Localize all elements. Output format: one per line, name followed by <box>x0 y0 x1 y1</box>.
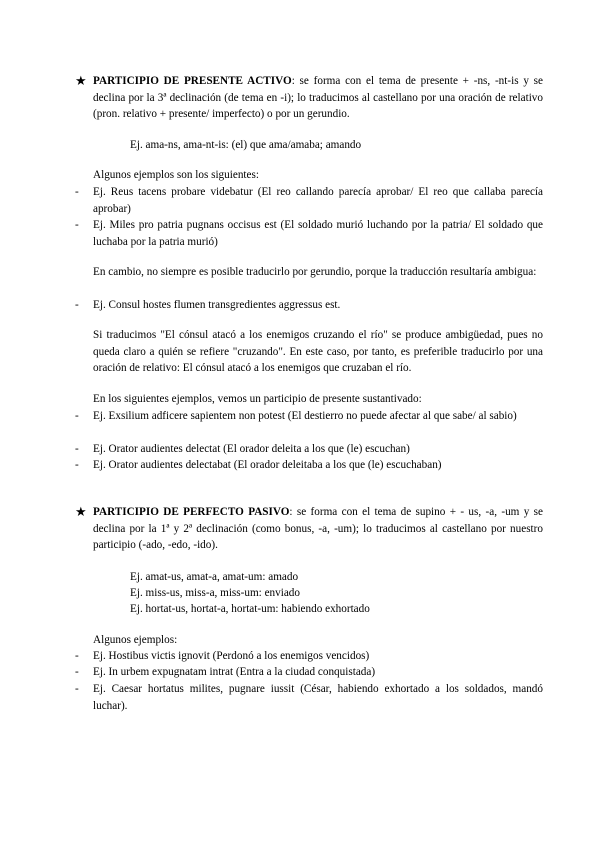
section1-example-item-2: Ej. Miles pro patria pugnans occisus est (El soldado murió luchando por la patria/ El soldado que luchaba por la patria murió) <box>93 219 543 248</box>
dash-bullet: - <box>75 666 79 678</box>
dash-bullet: - <box>75 459 79 471</box>
section1-some-examples-label: Algunos ejemplos son los siguientes: <box>93 169 259 181</box>
section1-substantive-label: En los siguientes ejemplos, vemos un participio de presente sustantivado: <box>93 393 422 405</box>
section2-example-1: Ej. amat-us, amat-a, amat-um: amado <box>130 571 299 583</box>
section2-example-item-1: Ej. Hostibus victis ignovit (Perdonó a los enemigos vencidos) <box>93 650 370 662</box>
section1-substantive-item-1: Ej. Exsilium adficere sapientem non potest (El destierro no puede afectar al que sabe/ al sabio) <box>93 410 517 422</box>
section2-example-item-3: Ej. Caesar hortatus milites, pugnare iussit (César, habiendo exhortado a los soldados, mandó luchar). <box>93 683 543 712</box>
section1-intro: : se forma con el tema de presente + -ns, -nt-is y se declina por la 3ª declinación (de tema en -i); lo traducimos al castellano por una oración de relativo (pron. relativo + presente/ imperfecto) o por un gerundio. <box>93 75 543 120</box>
section1-title: PARTICIPIO DE PRESENTE ACTIVO <box>93 75 292 87</box>
section1-explanation: Si traducimos "El cónsul atacó a los enemigos cruzando el río" se produce ambigüedad, pues no queda claro a quién se refiere "cruzando". En este caso, por tanto, es preferible traducirlo por una oración de relativo: El cónsul atacó a los enemigos que cruzaban el río. <box>93 329 543 374</box>
section2-title: PARTICIPIO DE PERFECTO PASIVO <box>93 506 290 518</box>
section1-substantive-item-3: Ej. Orator audientes delectabat (El orador deleitaba a los que (le) escuchaban) <box>93 459 442 471</box>
section1-example-item-1: Ej. Reus tacens probare videbatur (El reo callando parecía aprobar/ El reo que callaba parecía aprobar) <box>93 186 543 215</box>
dash-bullet: - <box>75 683 79 695</box>
section2-paragraph <box>93 504 543 554</box>
section2-some-examples-label: Algunos ejemplos: <box>93 634 178 646</box>
section1-ambiguity-text: En cambio, no siempre es posible traducirlo por gerundio, porque la traducción resultaría ambigua: <box>93 266 537 278</box>
dash-bullet: - <box>75 186 79 198</box>
dash-bullet: - <box>75 443 79 455</box>
star-bullet-icon: ★ <box>75 504 87 519</box>
star-bullet-icon: ★ <box>75 73 87 88</box>
section1-paragraph <box>93 73 543 123</box>
section2-intro: : se forma con el tema de supino + - us, -a, -um y se declina por la 1ª y 2ª declinación (como bonus, -a, -um); lo traducimos al castellano por nuestro participio (-ado, -edo, -ido). <box>93 506 543 551</box>
dash-bullet: - <box>75 299 79 311</box>
section1-ambiguity-example: Ej. Consul hostes flumen transgredientes aggressus est. <box>93 299 341 311</box>
dash-bullet: - <box>75 410 79 422</box>
section2-example-item-2: Ej. In urbem expugnatam intrat (Entra a la ciudad conquistada) <box>93 666 376 678</box>
section1-example: Ej. ama-ns, ama-nt-is: (el) que ama/amaba; amando <box>130 139 362 151</box>
dash-bullet: - <box>75 219 79 231</box>
section2-example-3: Ej. hortat-us, hortat-a, hortat-um: habiendo exhortado <box>130 603 370 615</box>
section2-example-2: Ej. miss-us, miss-a, miss-um: enviado <box>130 587 300 599</box>
dash-bullet: - <box>75 650 79 662</box>
section1-substantive-item-2: Ej. Orator audientes delectat (El orador deleita a los que (le) escuchan) <box>93 443 410 455</box>
